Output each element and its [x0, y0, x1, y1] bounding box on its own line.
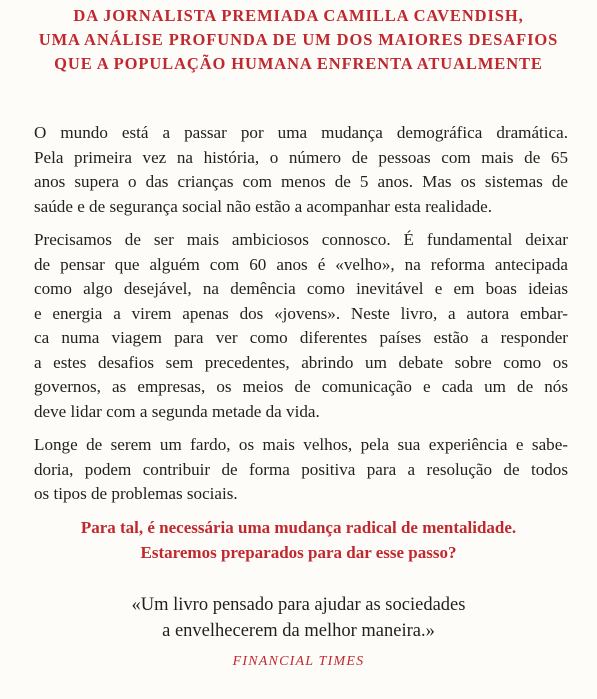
- text-line: Longe de serem um fardo, os mais velhos, pela sua experiência e sabe-: [34, 435, 568, 454]
- headline: [20, 4, 577, 76]
- text-line: e energia a virem apenas dos «jovens». Neste livro, a autora embar-: [34, 303, 568, 323]
- text-line: saúde e de segurança social não estão a acompanhar esta realidade.: [34, 196, 492, 216]
- text-line: os tipos de problemas sociais.: [34, 484, 238, 503]
- text-line: governos, as empresas, os meios de comunicação e cada um de nós: [34, 377, 568, 396]
- text-line: ca numa viagem para ver como diferentes países estão a responder: [34, 328, 568, 347]
- paragraph-2: [34, 228, 568, 424]
- text-line: doria, podem contribuir de forma positiva para a resolução de todos: [34, 459, 568, 479]
- callout-line: Para tal, é necessária uma mudança radical de mentalidade.: [80, 518, 517, 537]
- headline-line: QUE A POPULAÇÃO HUMANA ENFRENTA ATUALMENTE: [54, 54, 543, 73]
- text-line: O mundo está a passar por uma mudança demográfica dramática.: [34, 123, 568, 142]
- blurb-quote: [20, 592, 577, 644]
- quote-source: FINANCIAL TIMES: [232, 654, 365, 669]
- text-line: anos supera o das crianças com menos de 5 anos. Mas os sistemas de: [34, 172, 568, 191]
- callout: [20, 515, 577, 565]
- paragraph-3: [34, 433, 568, 507]
- text-line: como algo desejável, na demência como inevitável e em boas ideias: [34, 279, 568, 298]
- paragraph-1: [34, 121, 568, 219]
- text-line: deve lidar com a segunda metade da vida.: [34, 401, 320, 421]
- headline-line: UMA ANÁLISE PROFUNDA DE UM DOS MAIORES DESAFIOS: [38, 30, 559, 49]
- text-line: a estes desafios sem precedentes, abrindo um debate sobre como os: [34, 352, 568, 372]
- text-line: Precisamos de ser mais ambiciosos connosco. É fundamental deixar: [34, 230, 568, 249]
- headline-line: DA JORNALISTA PREMIADA CAMILLA CAVENDISH,: [73, 6, 524, 25]
- quote-line: «Um livro pensado para ajudar as sociedades: [131, 595, 466, 615]
- body-text: [34, 121, 568, 516]
- quote-line: a envelhecerem da melhor maneira.»: [162, 621, 435, 641]
- callout-line: Estaremos preparados para dar esse passo?: [140, 543, 457, 562]
- text-line: de pensar que alguém com 60 anos é «velho», na reforma antecipada: [34, 254, 568, 274]
- text-line: Pela primeira vez na história, o número de pessoas com mais de 65: [34, 147, 568, 167]
